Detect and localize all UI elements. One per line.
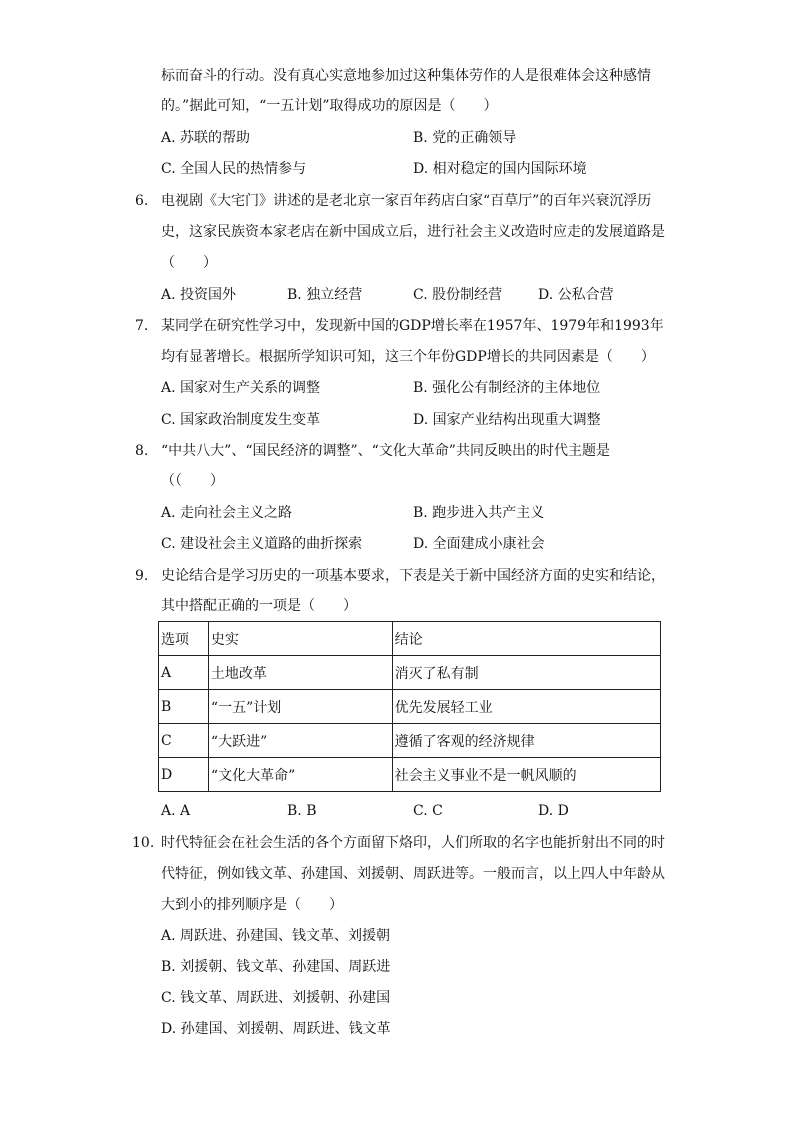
- table-cell: 消灭了私有制: [392, 656, 660, 690]
- q7-option-a: A. 国家对生产关系的调整: [161, 380, 321, 396]
- q5-option-b: B. 党的正确领导: [413, 130, 517, 146]
- q6-stem-line-3: （ ）: [161, 255, 217, 271]
- q9-option-d: D. D: [538, 803, 569, 819]
- table-cell: 社会主义事业不是一帆风顺的: [392, 758, 660, 792]
- table-cell: B: [159, 690, 209, 724]
- table-cell: A: [159, 656, 209, 690]
- q8-option-b: B. 跑步进入共产主义: [413, 505, 545, 521]
- table-cell: 优先发展轻工业: [392, 690, 660, 724]
- q9-option-c: C. C: [413, 803, 443, 819]
- q8-stem-line-1: “中共八大”、“国民经济的调整”、“文化大革命”共同反映出的时代主题是: [161, 443, 610, 459]
- q8-option-d: D. 全面建成小康社会: [413, 536, 545, 552]
- q10-option-c: C. 钱文革、周跃进、刘援朝、孙建国: [161, 990, 391, 1006]
- q7-option-d: D. 国家产业结构出现重大调整: [413, 412, 601, 428]
- q6-option-d: D. 公私合营: [538, 287, 614, 303]
- table-header-cell: 选项: [159, 622, 209, 656]
- q6-number: 6.: [135, 193, 149, 209]
- table-cell: D: [159, 758, 209, 792]
- table-cell: “文化大革命”: [208, 758, 392, 792]
- table-cell: 遵循了客观的经济规律: [392, 724, 660, 758]
- q7-option-b: B. 强化公有制经济的主体地位: [413, 380, 601, 396]
- q6-stem-line-1: 电视剧《大宅门》讲述的是老北京一家百年药店白家“百草厅”的百年兴衰沉浮历: [161, 193, 652, 209]
- q7-option-c: C. 国家政治制度发生变革: [161, 412, 321, 428]
- q7-stem-line-1: 某同学在研究性学习中，发现新中国的GDP增长率在1957年、1979年和1993年: [161, 318, 664, 334]
- q10-stem-line-1: 时代特征会在社会生活的各个方面留下烙印，人们所取的名字也能折射出不同的时: [161, 835, 665, 851]
- q10-stem-line-3: 大到小的排列顺序是（ ）: [161, 897, 343, 913]
- q8-number: 8.: [135, 443, 149, 459]
- q7-number: 7.: [135, 318, 149, 334]
- q10-option-d: D. 孙建国、刘援朝、周跃进、钱文革: [161, 1021, 391, 1037]
- q6-option-b: B. 独立经营: [287, 287, 363, 303]
- q5-stem-line-1: 标而奋斗的行动。没有真心实意地参加过这种集体劳作的人是很难体会这种感情: [161, 68, 651, 84]
- q5-option-a: A. 苏联的帮助: [161, 130, 251, 146]
- q9-option-b: B. B: [287, 803, 317, 819]
- q10-stem-line-2: 代特征，例如钱文革、孙建国、刘援朝、周跃进等。一般而言，以上四人中年龄从: [161, 866, 665, 882]
- q7-stem-line-2: 均有显著增长。根据所学知识可知，这三个年份GDP增长的共同因素是（ ）: [161, 349, 655, 365]
- q6-option-a: A. 投资国外: [161, 287, 237, 303]
- table-row: [159, 690, 661, 724]
- q8-stem-line-2: （（ ）: [161, 473, 224, 489]
- table-cell: “大跃进”: [208, 724, 392, 758]
- q6-option-c: C. 股份制经营: [413, 287, 503, 303]
- table-row: [159, 758, 661, 792]
- table-header-cell: 结论: [392, 622, 660, 656]
- q8-option-a: A. 走向社会主义之路: [161, 505, 293, 521]
- q8-option-c: C. 建设社会主义道路的曲折探索: [161, 536, 363, 552]
- q9-number: 9.: [135, 568, 149, 584]
- table-row: [159, 724, 661, 758]
- q9-stem-line-1: 史论结合是学习历史的一项基本要求，下表是关于新中国经济方面的史实和结论，: [161, 568, 665, 584]
- q6-stem-line-2: 史，这家民族资本家老店在新中国成立后，进行社会主义改造时应走的发展道路是: [161, 224, 665, 240]
- table-cell: “一五”计划: [208, 690, 392, 724]
- q5-option-d: D. 相对稳定的国内国际环境: [413, 161, 587, 177]
- table-cell: C: [159, 724, 209, 758]
- q9-table: [158, 621, 661, 792]
- q10-option-b: B. 刘援朝、钱文革、孙建国、周跃进: [161, 959, 391, 975]
- q5-option-c: C. 全国人民的热情参与: [161, 161, 307, 177]
- table-header-row: [159, 622, 661, 656]
- q5-stem-line-2: 的。”据此可知，“一五计划”取得成功的原因是（ ）: [161, 98, 498, 114]
- table-row: [159, 656, 661, 690]
- q10-option-a: A. 周跃进、孙建国、钱文革、刘援朝: [161, 928, 391, 944]
- table-cell: 土地改革: [208, 656, 392, 690]
- table-header-cell: 史实: [208, 622, 392, 656]
- q9-option-a: A. A: [161, 803, 191, 819]
- q9-stem-line-2: 其中搭配正确的一项是（ ）: [161, 598, 357, 614]
- q10-number: 10.: [132, 835, 155, 851]
